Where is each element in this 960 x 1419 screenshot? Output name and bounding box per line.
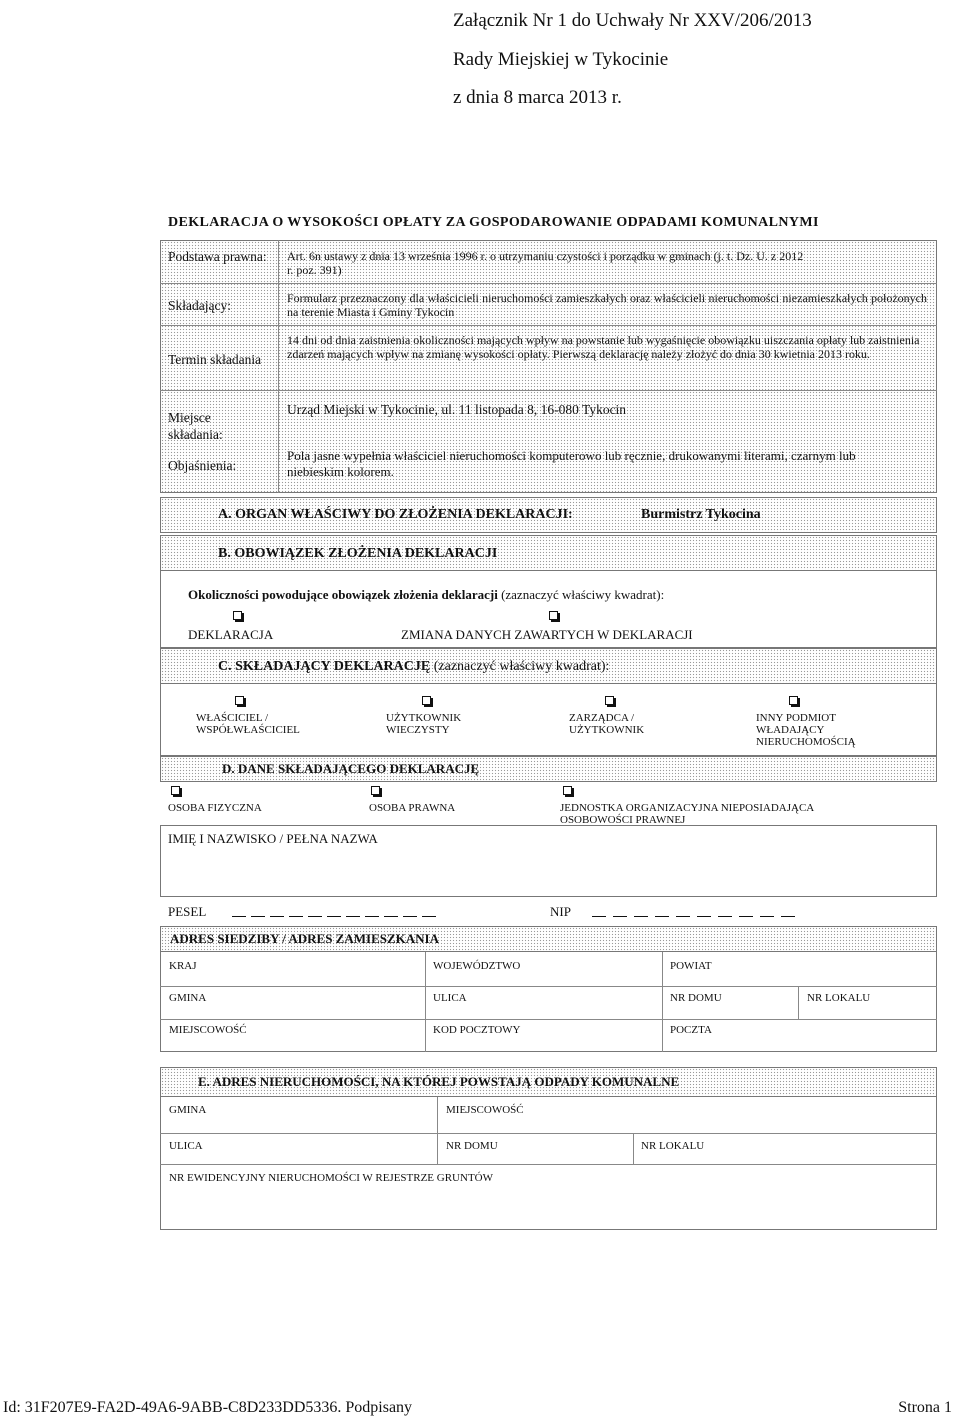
footer-page-number: Strona 1 [898,1399,952,1416]
manager-checkbox[interactable] [605,696,614,705]
property-ulica-field[interactable]: ULICA [169,1140,203,1152]
section-b-title: B. OBOWIĄZEK ZŁOŻENIA DEKLARACJI [218,546,498,561]
natural-person-option-label: OSOBA FIZYCZNA [168,802,262,814]
section-e-title: E. ADRES NIERUCHOMOŚCI, NA KTÓREJ POWSTAJĄ ODPADY KOMUNALNE [198,1074,680,1089]
wojewodztwo-field[interactable]: WOJEWÓDZTWO [433,960,521,972]
footer-document-id: Id: 31F207E9-FA2D-49A6-9ABB-C8D233DD5336. Podpisany [3,1399,413,1416]
owner-option-label: WŁAŚCICIEL / WSPÓŁWŁAŚCICIEL [196,712,300,736]
podstawa-text: Art. 6n ustawy z dnia 13 września 1996 r. o utrzymaniu czystości i porządku w gminach (j. t. Dz. U. z 2012 r. poz. 391) [287,249,804,277]
property-nr-lokalu-field[interactable]: NR LOKALU [641,1140,705,1152]
section-b-instruction: Okoliczności powodujące obowiązek złożenia deklaracji (zaznaczyć właściwy kwadrat): [188,587,665,602]
skladajacy-text: Formularz przeznaczony dla właścicieli nieruchomości zamieszkałych oraz właścicieli nieruchomości niezamieszkałych położonych na terenie Miasta i Gminy Tykocin [287,291,927,319]
miejscowosc-field[interactable]: MIEJSCOWOŚĆ [169,1024,247,1036]
miejsce-text: Urząd Miejski w Tykocinie, ul. 11 listopada 8, 16-080 Tykocin [287,402,627,417]
owner-checkbox[interactable] [235,696,244,705]
org-unit-checkbox[interactable] [563,786,572,795]
declaration-checkbox[interactable] [233,611,242,620]
nip-label: NIP [550,904,571,919]
powiat-field[interactable]: POWIAT [670,960,712,972]
address-title: ADRES SIEDZIBY / ADRES ZAMIESZKANIA [170,931,439,946]
section-d-title: D. DANE SKŁADAJĄCEGO DEKLARACJĘ [222,761,480,776]
property-nr-domu-field[interactable]: NR DOMU [446,1140,498,1152]
poczta-field[interactable]: POCZTA [670,1024,712,1036]
other-entity-option-label: INNY PODMIOT WŁADAJĄCY NIERUCHOMOŚCIĄ [756,712,856,748]
termin-label: Termin składania [168,352,262,367]
nr-domu-field[interactable]: NR DOMU [670,992,722,1004]
kod-pocztowy-field[interactable]: KOD POCZTOWY [433,1024,521,1036]
property-miejscowosc-field[interactable]: MIEJSCOWOŚĆ [446,1104,524,1116]
name-field-label: IMIĘ I NAZWISKO / PEŁNA NAZWA [168,831,378,846]
section-a-value: Burmistrz Tykocina [641,507,761,522]
objasnienia-label: Objaśnienia: [168,458,237,473]
nr-lokalu-field[interactable]: NR LOKALU [807,992,871,1004]
header-line-1: Załącznik Nr 1 do Uchwały Nr XXV/206/2013 [453,10,812,31]
perpetual-user-option-label: UŻYTKOWNIK WIECZYSTY [386,712,462,736]
ulica-field[interactable]: ULICA [433,992,467,1004]
declaration-option-label: DEKLARACJA [188,627,274,642]
form-title: DEKLARACJA O WYSOKOŚCI OPŁATY ZA GOSPODAROWANIE ODPADAMI KOMUNALNYMI [168,215,819,230]
manager-option-label: ZARZĄDCA / UŻYTKOWNIK [569,712,645,736]
natural-person-checkbox[interactable] [171,786,180,795]
legal-person-option-label: OSOBA PRAWNA [369,802,456,814]
termin-text: 14 dni od dnia zaistnienia okoliczności mających wpływ na powstanie lub wygaśnięcie obowiązku uiszczania opłaty lub zaistnienia zdarzeń mających wpływ na zmianę wysokości opłaty. Pierwszą deklarację należy złożyć do dnia 30 kwietnia 2013 roku. [287,333,920,361]
pesel-label: PESEL [168,904,207,919]
gmina-field[interactable]: GMINA [169,992,207,1004]
property-nr-ewidencyjny-field[interactable]: NR EWIDENCYJNY NIERUCHOMOŚCI W REJESTRZE GRUNTÓW [169,1172,493,1184]
header-line-2: Rady Miejskiej w Tykocinie [453,48,669,70]
perpetual-user-checkbox[interactable] [422,696,431,705]
section-c-title: C. SKŁADAJĄCY DEKLARACJĘ (zaznaczyć właściwy kwadrat): [218,659,610,674]
miejsce-label: Miejsce składania: [168,410,223,442]
change-data-option-label: ZMIANA DANYCH ZAWARTYCH W DEKLARACJI [401,627,693,642]
podstawa-label: Podstawa prawna: [168,249,267,264]
property-gmina-field[interactable]: GMINA [169,1104,207,1116]
header-line-3: z dnia 8 marca 2013 r. [453,87,622,108]
org-unit-option-label: JEDNOSTKA ORGANIZACYJNA NIEPOSIADAJĄCA OSOBOWOŚCI PRAWNEJ [560,802,814,826]
objasnienia-text: Pola jasne wypełnia właściciel nieruchomości komputerowo lub ręcznie, drukowanymi literami, czarnym lub niebieskim kolorem. [287,448,856,479]
skladajacy-label: Składający: [168,298,231,313]
legal-person-checkbox[interactable] [371,786,380,795]
other-entity-checkbox[interactable] [789,696,798,705]
kraj-field[interactable]: KRAJ [169,960,197,972]
attachment-header [453,2,812,118]
section-a-title: A. ORGAN WŁAŚCIWY DO ZŁOŻENIA DEKLARACJI: [218,507,573,522]
change-data-checkbox[interactable] [549,611,558,620]
